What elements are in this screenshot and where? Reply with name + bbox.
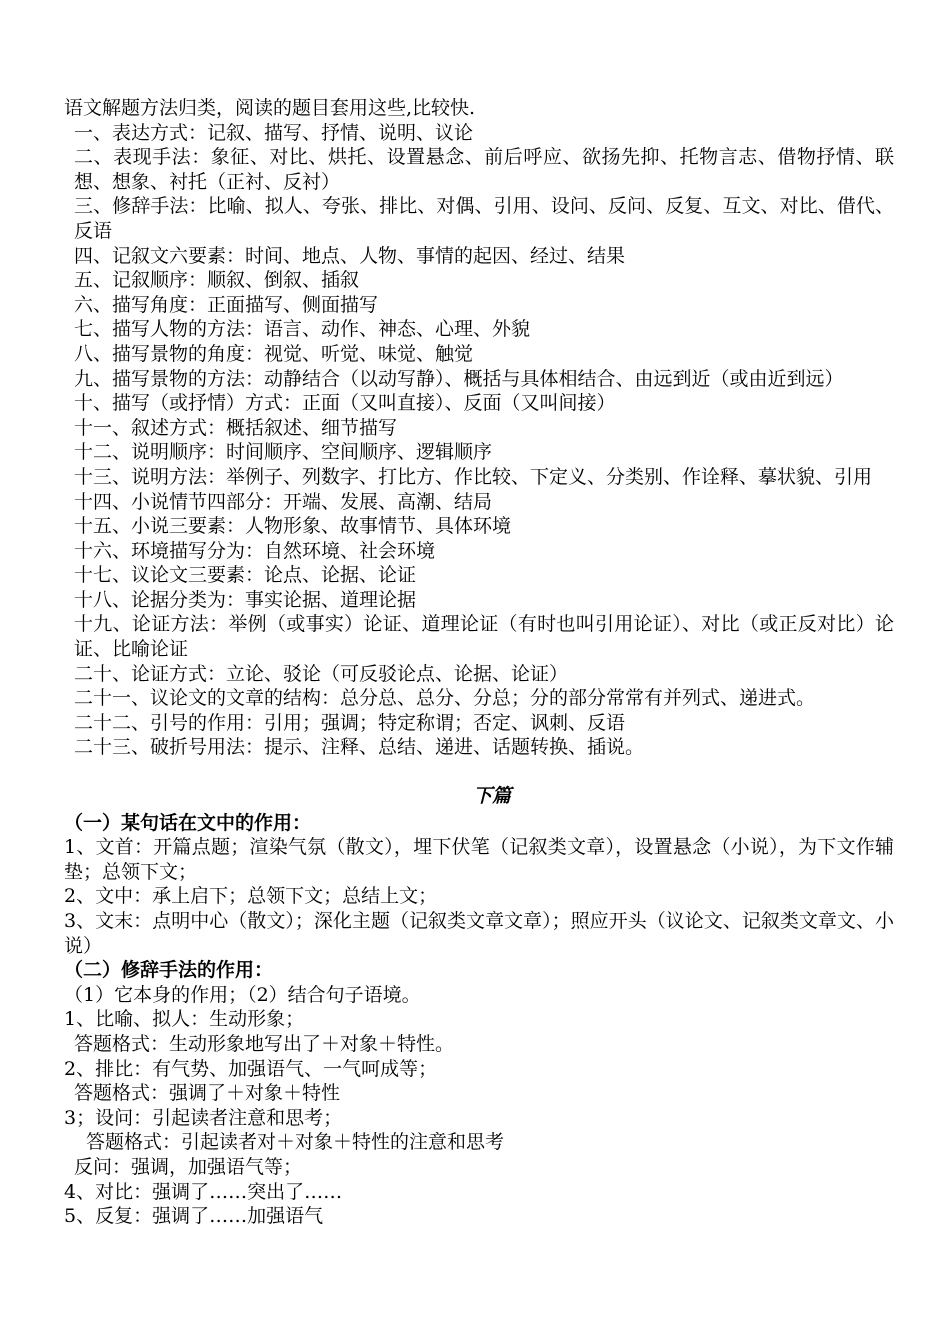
part-one-heading: （一）某句话在文中的作用： xyxy=(64,811,312,834)
list-item: 十一、叙述方式：概括叙述、细节描写 xyxy=(74,416,398,439)
list-item: 二十三、破折号用法：提示、注释、总结、递进、话题转换、插说。 xyxy=(74,736,645,759)
part-two xyxy=(64,958,894,1229)
part-two-line: 1、比喻、拟人：生动形象； xyxy=(64,1008,305,1031)
part-two-line: 3；设问：引起读者注意和思考； xyxy=(64,1106,343,1129)
part-two-line: 反问：强调，加强语气等； xyxy=(74,1155,303,1178)
list-item: 四、记叙文六要素：时间、地点、人物、事情的起因、经过、结果 xyxy=(74,244,626,267)
part-two-line: 2、排比：有气势、加强语气、一气呵成等； xyxy=(64,1057,438,1080)
part-one-line: 2、文中：承上启下；总领下文；总结上文； xyxy=(64,885,438,908)
list-item: 七、描写人物的方法：语言、动作、神态、心理、外貌 xyxy=(74,318,531,341)
list-item: 十八、论据分类为：事实论据、道理论据 xyxy=(74,588,417,611)
part-two-line: 答题格式：强调了＋对象＋特性 xyxy=(74,1082,341,1105)
list-item: 十、描写（或抒情）方式：正面（又叫直接）、反面（又叫间接） xyxy=(74,392,616,415)
list-item: 六、描写角度：正面描写、侧面描写 xyxy=(74,293,379,316)
list-item: 十四、小说情节四部分：开端、发展、高潮、结局 xyxy=(74,490,493,513)
part-two-line: 4、对比：强调了……突出了…… xyxy=(64,1180,343,1203)
part-two-line: 答题格式：生动形象地写出了＋对象＋特性。 xyxy=(74,1032,455,1055)
list-item: 二十二、引号的作用：引用；强调；特定称谓；否定、讽刺、反语 xyxy=(74,711,626,734)
intro-line: 语文解题方法归类，阅读的题目套用这些,比较快. xyxy=(64,97,476,119)
part-one xyxy=(64,811,894,959)
list-item: 二十一、议论文的文章的结构：总分总、总分、分总；分的部分常常有并列式、递进式。 xyxy=(74,687,816,710)
list-item: 八、描写景物的角度：视觉、听觉、味觉、触觉 xyxy=(74,342,474,365)
list-item: 五、记叙顺序：顺叙、倒叙、插叙 xyxy=(74,269,360,292)
list-item: 二、表现手法：象征、对比、烘托、设置悬念、前后呼应、欲扬先抑、托物言志、借物抒情、联想、想象、衬托（正衬、反衬） xyxy=(74,146,894,193)
part-two-line: 答题格式：引起读者对＋对象＋特性的注意和思考 xyxy=(86,1131,505,1154)
list-item: 十九、论证方法：举例（或事实）论证、道理论证（有时也叫引用论证）、对比（或正反对比）论证、比喻论证 xyxy=(74,613,894,661)
list-item: 二十、论证方式：立论、驳论（可反驳论点、论据、论证） xyxy=(74,662,569,685)
list-item: 十二、说明顺序：时间顺序、空间顺序、逻辑顺序 xyxy=(74,441,493,464)
part-one-line: 1、文首：开篇点题；渲染气氛（散文），埋下伏笔（记叙类文章），设置悬念（小说），为下文作辅垫；总领下文； xyxy=(64,836,894,883)
part-two-line: 5、反复：强调了……加强语气 xyxy=(64,1205,324,1228)
part-two-line: （1）它本身的作用；（2）结合句子语境。 xyxy=(64,983,421,1006)
list-item: 十五、小说三要素：人物形象、故事情节、具体环境 xyxy=(74,515,512,538)
list-item: 一、表达方式：记叙、描写、抒情、说明、议论 xyxy=(74,121,474,144)
list-item: 十七、议论文三要素：论点、论据、论证 xyxy=(74,564,417,587)
list-item: 三、修辞手法：比喻、拟人、夸张、排比、对偶、引用、设问、反问、反复、互文、对比、借代、反语 xyxy=(74,195,894,242)
list-item: 十六、环境描写分为：自然环境、社会环境 xyxy=(74,539,436,562)
part-one-line: 3、文末：点明中心（散文）；深化主题（记叙类文章文章）；照应开头（议论文、记叙类文章文、小说） xyxy=(64,910,894,957)
part-two-heading: （二）修辞手法的作用： xyxy=(64,959,274,982)
list-item: 十三、说明方法：举例子、列数字、打比方、作比较、下定义、分类别、作诠释、摹状貌、引用 xyxy=(74,465,873,488)
section-title: 下篇 xyxy=(472,785,511,808)
method-list xyxy=(64,121,894,760)
list-item: 九、描写景物的方法：动静结合（以动写静）、概括与具体相结合、由远到近（或由近到远） xyxy=(74,367,844,390)
